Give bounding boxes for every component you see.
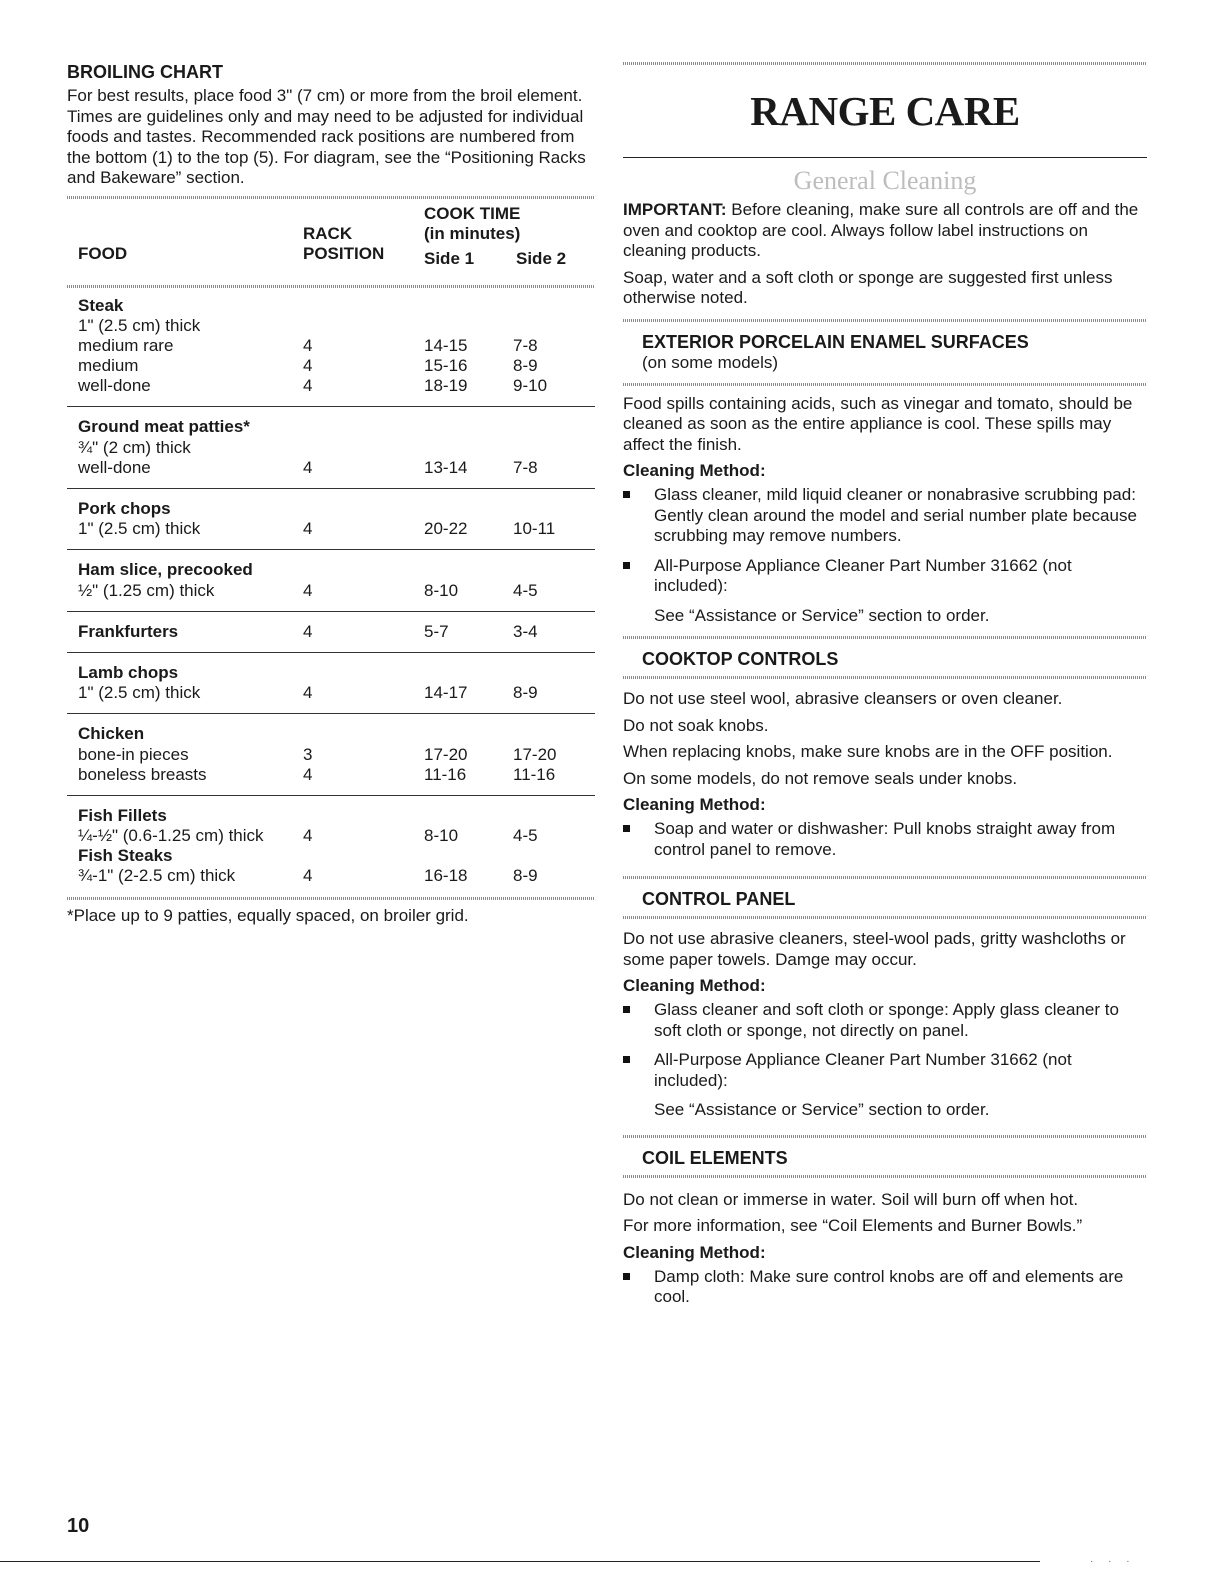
side-1-cell: 15-16 — [424, 356, 468, 376]
food-cell: well-done — [78, 376, 151, 396]
side-1-cell: 11-16 — [424, 764, 467, 784]
dotted-divider — [623, 1175, 1147, 1178]
rack-position-cell: 4 — [303, 683, 313, 703]
cleaning-method-label: Cleaning Method: — [623, 1242, 766, 1262]
side-2-cell: 4-5 — [513, 826, 538, 846]
dotted-divider — [623, 916, 1147, 919]
side-1-cell: 5-7 — [424, 621, 449, 641]
bullet-square-icon — [623, 1273, 630, 1280]
table-row — [67, 866, 595, 886]
table-row — [67, 336, 595, 356]
food-group-name: Ham slice, precooked — [78, 560, 253, 580]
coil-paragraph-1: Do not clean or immerse in water. Soil will burn off when hot. — [623, 1189, 1079, 1209]
table-row — [67, 826, 595, 846]
table-row — [67, 296, 595, 316]
side-1-cell: 13-14 — [424, 457, 468, 477]
exterior-paragraph: Food spills containing acids, such as vinegar and tomato, should be cleaned as soon as the entire appliance is cool. These spills may affect the finish. — [623, 393, 1133, 454]
rack-position-cell: 4 — [303, 519, 313, 539]
exterior-heading: EXTERIOR PORCELAIN ENAMEL SURFACES — [642, 331, 1029, 352]
rack-position-cell: 4 — [303, 580, 313, 600]
side-2-cell: 3-4 — [513, 621, 538, 641]
food-group — [67, 653, 595, 713]
broiling-intro: For best results, place food 3" (7 cm) or more from the broil element. Times are guidelines only and may need to be adjusted for individual foods and tastes. Recommended rack positions are numbered from the bottom (1) to the top (5). For diagram, see the “Positioning Racks and Bakeware” section. — [67, 86, 586, 187]
table-row — [67, 417, 595, 437]
side-2-cell: 10-11 — [513, 519, 556, 539]
footnote: *Place up to 9 patties, equally spaced, on broiler grid. — [67, 905, 469, 925]
table-row — [67, 356, 595, 376]
food-cell: bone-in pieces — [78, 744, 189, 764]
cooktop-paragraph-4: On some models, do not remove seals under knobs. — [623, 768, 1018, 788]
table-row — [67, 622, 595, 642]
coil-elements-heading: COIL ELEMENTS — [642, 1147, 788, 1168]
rack-position-cell: 4 — [303, 356, 313, 376]
page-number: 10 — [67, 1515, 90, 1537]
cooktop-heading: COOKTOP CONTROLS — [642, 649, 839, 669]
side-1-cell: 8-10 — [424, 580, 459, 600]
table-header — [67, 199, 595, 285]
rack-position-cell: 4 — [303, 826, 313, 846]
cleaning-method-label: Cleaning Method: — [623, 795, 766, 814]
food-group-name: Frankfurters — [78, 621, 179, 641]
food-cell: ½" (1.25 cm) thick — [78, 580, 215, 600]
header-rack: RACK — [303, 223, 353, 243]
soap-note: Soap, water and a soft cloth or sponge are suggested first unless otherwise noted. — [623, 267, 1113, 307]
bullet-text: Soap and water or dishwasher: Pull knobs straight away from control panel to remove. — [654, 819, 1116, 859]
table-row — [67, 663, 595, 683]
food-group — [67, 407, 595, 488]
food-cell: Fish Steaks — [78, 846, 173, 866]
food-cell: ¼-½" (0.6-1.25 cm) thick — [78, 826, 264, 846]
food-group — [67, 550, 595, 610]
page-title: RANGE CARE — [750, 88, 1020, 134]
bullet-square-icon — [623, 1056, 630, 1063]
food-group-name: Ground meat patties* — [78, 417, 250, 437]
bullet-item — [623, 1050, 1147, 1091]
header-side-1: Side 1 — [424, 248, 475, 268]
exterior-subheading: (on some models) — [642, 352, 779, 372]
bullet-item — [623, 1000, 1147, 1041]
cooktop-paragraph-1: Do not use steel wool, abrasive cleansers or oven cleaner. — [623, 689, 1063, 708]
dotted-divider — [623, 383, 1147, 386]
broiling-chart-title: BROILING CHART — [67, 62, 223, 82]
cooktop-paragraph-3: When replacing knobs, make sure knobs are in the OFF position. — [623, 742, 1113, 761]
header-in-minutes: (in minutes) — [424, 223, 521, 243]
side-2-cell: 11-16 — [513, 764, 556, 784]
side-2-cell: 4-5 — [513, 580, 538, 600]
table-row — [67, 683, 595, 703]
important-label: IMPORTANT: — [623, 200, 727, 219]
side-1-cell: 14-17 — [424, 683, 468, 703]
food-group — [67, 489, 595, 549]
side-2-cell: 8-9 — [513, 683, 538, 703]
rack-position-cell: 3 — [303, 744, 313, 764]
coil-paragraph-2: For more information, see “Coil Elements and Burner Bowls.” — [623, 1216, 1083, 1235]
food-cell: boneless breasts — [78, 764, 207, 784]
side-1-cell: 16-18 — [424, 866, 468, 886]
table-row — [67, 438, 595, 458]
side-1-cell: 14-15 — [424, 335, 468, 355]
side-2-cell: 7-8 — [513, 335, 538, 355]
table-body — [67, 288, 595, 897]
table-row — [67, 581, 595, 601]
crop-marks: · · · — [1090, 1556, 1136, 1567]
dotted-divider — [623, 876, 1147, 879]
cleaning-method-label: Cleaning Method: — [623, 976, 766, 995]
food-cell: ¾-1" (2-2.5 cm) thick — [78, 866, 236, 886]
table-row — [67, 745, 595, 765]
bullet-square-icon — [623, 1006, 630, 1013]
control-panel-paragraph: Do not use abrasive cleaners, steel-wool pads, gritty washcloths or some paper towels. Damge may occur. — [623, 929, 1126, 969]
side-2-cell: 8-9 — [513, 866, 538, 886]
rack-position-cell: 4 — [303, 335, 313, 355]
food-group — [67, 612, 595, 652]
bullet-text: All-Purpose Appliance Cleaner Part Number 31662 (not included): — [654, 555, 1072, 595]
important-note — [623, 200, 1147, 262]
food-group — [67, 288, 595, 407]
food-cell: 1" (2.5 cm) thick — [78, 519, 201, 539]
food-cell: medium — [78, 356, 139, 376]
bottom-rule — [0, 1561, 1040, 1562]
dotted-divider — [623, 62, 1147, 65]
side-2-cell: 7-8 — [513, 457, 538, 477]
rack-position-cell: 4 — [303, 621, 313, 641]
food-group-name: Lamb chops — [78, 662, 179, 682]
rack-position-cell: 4 — [303, 376, 313, 396]
dotted-divider — [623, 636, 1147, 639]
section-subtitle: General Cleaning — [793, 166, 977, 195]
food-cell: medium rare — [78, 335, 174, 355]
bullet-item — [623, 819, 1147, 860]
range-care-column — [623, 62, 1147, 1317]
bullet-square-icon — [623, 825, 630, 832]
bullet-square-icon — [623, 491, 630, 498]
food-cell: 1" (2.5 cm) thick — [78, 683, 201, 703]
header-position: POSITION — [303, 243, 385, 263]
header-cook-time: COOK TIME — [424, 203, 521, 223]
rack-position-cell: 4 — [303, 764, 313, 784]
broiling-chart-column — [67, 62, 595, 926]
header-food: FOOD — [78, 243, 128, 263]
table-row — [67, 560, 595, 580]
food-group-name: Chicken — [78, 724, 145, 744]
table-row — [67, 458, 595, 478]
table-row — [67, 519, 595, 539]
dotted-divider — [623, 319, 1147, 322]
food-group-name: Steak — [78, 295, 124, 315]
bullet-text: Glass cleaner, mild liquid cleaner or nonabrasive scrubbing pad: Gently clean around the model and serial number plate because scrubbing may remove numbers. — [654, 485, 1137, 545]
see-assistance-note: See “Assistance or Service” section to order. — [654, 1100, 990, 1119]
table-row — [67, 724, 595, 744]
side-2-cell: 9-10 — [513, 376, 548, 396]
side-2-cell: 8-9 — [513, 356, 538, 376]
dotted-divider — [623, 1135, 1147, 1138]
table-row — [67, 376, 595, 396]
bullet-square-icon — [623, 562, 630, 569]
table-row — [67, 765, 595, 785]
side-1-cell: 17-20 — [424, 744, 468, 764]
header-side-2: Side 2 — [516, 248, 567, 268]
food-cell: well-done — [78, 457, 151, 477]
food-cell: ¾" (2 cm) thick — [78, 437, 191, 457]
food-group — [67, 796, 595, 897]
bullet-item — [623, 1267, 1147, 1308]
side-2-cell: 17-20 — [513, 744, 557, 764]
cleaning-method-label: Cleaning Method: — [623, 461, 766, 480]
broiling-table — [67, 199, 595, 900]
side-1-cell: 8-10 — [424, 826, 459, 846]
bullet-text: Damp cloth: Make sure control knobs are off and elements are cool. — [654, 1266, 1124, 1306]
table-row — [67, 806, 595, 826]
rack-position-cell: 4 — [303, 866, 313, 886]
see-assistance-note: See “Assistance or Service” section to order. — [654, 605, 990, 625]
bullet-item — [623, 556, 1147, 597]
bullet-text: All-Purpose Appliance Cleaner Part Number 31662 (not included): — [654, 1050, 1072, 1090]
side-1-cell: 18-19 — [424, 376, 468, 396]
food-group — [67, 714, 595, 795]
rack-position-cell: 4 — [303, 457, 313, 477]
food-group-name: Fish Fillets — [78, 805, 167, 825]
important-text: Before cleaning, make sure all controls are off and the oven and cooktop are cool. Always follow label instructions on cleaning products. — [623, 200, 1139, 260]
title-rule — [623, 157, 1147, 158]
side-1-cell: 20-22 — [424, 519, 468, 539]
control-panel-heading: CONTROL PANEL — [642, 889, 796, 909]
food-group-name: Pork chops — [78, 499, 171, 518]
bullet-item — [623, 485, 1147, 547]
bullet-text: Glass cleaner and soft cloth or sponge: Apply glass cleaner to soft cloth or sponge, not directly on panel. — [654, 1000, 1119, 1040]
food-cell: 1" (2.5 cm) thick — [78, 315, 201, 335]
cooktop-paragraph-2: Do not soak knobs. — [623, 715, 769, 735]
dotted-divider — [67, 897, 595, 900]
table-row — [67, 846, 595, 866]
dotted-divider — [623, 676, 1147, 679]
table-row — [67, 499, 595, 519]
table-row — [67, 316, 595, 336]
